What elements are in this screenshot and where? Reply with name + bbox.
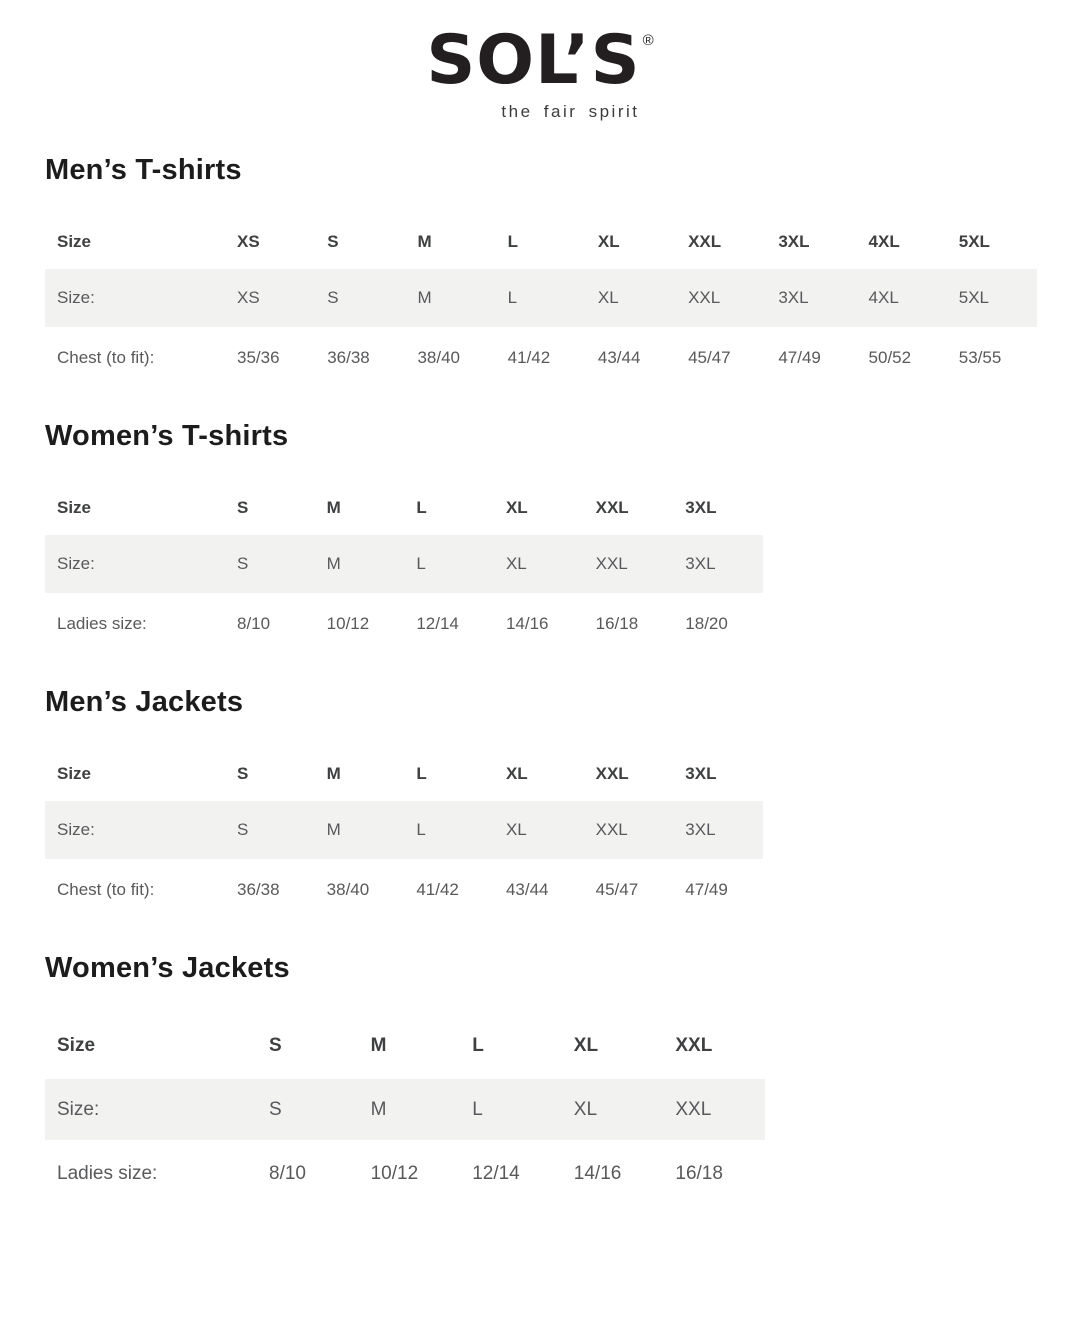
size-value: 5XL	[947, 269, 1037, 327]
size-value: 41/42	[507, 347, 551, 367]
size-value: 43/44	[597, 347, 641, 367]
size-value: 3XL	[673, 535, 763, 593]
size-value: 18/20	[685, 613, 728, 633]
size-value: 12/14	[416, 613, 459, 633]
size-guide-content	[0, 153, 1080, 1208]
column-header: XXL	[688, 232, 722, 252]
size-value: 36/38	[237, 879, 280, 899]
row-label: Chest (to fit):	[57, 879, 155, 899]
size-value: 38/40	[326, 879, 370, 899]
size-value: L	[404, 535, 494, 593]
column-header: XL	[505, 764, 528, 784]
table-row	[45, 801, 763, 859]
size-value: 14/16	[505, 613, 549, 633]
size-value: 50/52	[868, 347, 912, 367]
size-value: 45/47	[688, 347, 731, 367]
section-womens-tshirts	[0, 419, 1080, 654]
column-header: L	[472, 1035, 484, 1057]
size-value: XXL	[584, 801, 674, 859]
size-value: 43/44	[505, 879, 549, 899]
row-label: Size:	[45, 535, 225, 593]
size-value: 41/42	[416, 879, 459, 899]
column-header: S	[237, 764, 249, 784]
column-header: 4XL	[868, 232, 900, 252]
size-value: 10/12	[326, 613, 370, 633]
column-header: Size	[57, 232, 92, 252]
registered-trademark-icon: ®	[642, 32, 654, 49]
table-row	[45, 327, 1037, 388]
table-row	[45, 269, 1037, 327]
table-row	[45, 535, 763, 593]
column-header: XL	[597, 232, 620, 252]
row-label: Chest (to fit):	[57, 347, 155, 367]
column-header: Size	[57, 498, 92, 518]
column-header: 5XL	[958, 232, 990, 252]
column-header: XS	[237, 232, 260, 252]
size-value: M	[315, 535, 405, 593]
size-value: M	[359, 1079, 461, 1140]
size-value: 12/14	[472, 1163, 520, 1185]
table-row	[45, 1079, 765, 1140]
header-row	[45, 1013, 765, 1079]
brand-logo-text: SOL’S	[426, 21, 641, 100]
size-value: 16/18	[595, 613, 639, 633]
section-womens-jackets	[0, 951, 1080, 1208]
size-value: XL	[562, 1079, 664, 1140]
size-value: S	[225, 801, 315, 859]
size-value: 3XL	[673, 801, 763, 859]
size-value: 14/16	[573, 1163, 622, 1185]
size-value: XL	[494, 535, 584, 593]
column-header: L	[416, 498, 427, 518]
size-value: L	[404, 801, 494, 859]
column-header: XL	[505, 498, 528, 518]
size-value: XS	[225, 269, 315, 327]
column-header: XXL	[595, 498, 629, 518]
header-row	[45, 747, 763, 801]
column-header: XXL	[675, 1035, 713, 1057]
size-value: 47/49	[778, 347, 821, 367]
size-value: S	[225, 535, 315, 593]
brand-logo-line	[426, 21, 654, 100]
size-value: M	[315, 801, 405, 859]
section-mens-jackets	[0, 685, 1080, 920]
size-table-womens-tshirts	[45, 481, 763, 654]
section-title-womens-tshirts: Women’s T-shirts	[45, 420, 289, 453]
column-header: M	[326, 498, 341, 518]
size-value: XXL	[584, 535, 674, 593]
column-header: 3XL	[685, 498, 717, 518]
column-header: S	[269, 1035, 282, 1057]
column-header: L	[416, 764, 427, 784]
size-value: M	[405, 269, 495, 327]
size-table-mens-jackets	[45, 747, 763, 920]
row-label: Size:	[45, 269, 225, 327]
table-row	[45, 593, 763, 654]
size-value: XXL	[663, 1079, 765, 1140]
brand-logo	[426, 21, 654, 122]
column-header: Size	[57, 1035, 96, 1057]
size-value: 47/49	[685, 879, 728, 899]
column-header: S	[237, 498, 249, 518]
size-value: 35/36	[237, 347, 280, 367]
size-value: S	[315, 269, 405, 327]
size-value: 36/38	[327, 347, 370, 367]
size-table-womens-jackets	[45, 1013, 765, 1208]
column-header: Size	[57, 764, 92, 784]
size-value: XXL	[676, 269, 766, 327]
size-value: 3XL	[766, 269, 856, 327]
size-value: 53/55	[958, 347, 1002, 367]
column-header: S	[327, 232, 339, 252]
size-value: 38/40	[417, 347, 460, 367]
section-mens-tshirts	[0, 153, 1080, 388]
column-header: M	[326, 764, 341, 784]
brand-tagline: the fair spirit	[501, 102, 640, 122]
section-title-mens-jackets: Men’s Jackets	[45, 686, 244, 719]
section-title-mens-tshirts: Men’s T-shirts	[45, 154, 242, 187]
size-table-mens-tshirts	[45, 215, 1037, 388]
row-label: Ladies size:	[57, 1163, 158, 1185]
column-header: XXL	[595, 764, 629, 784]
column-header: L	[507, 232, 519, 252]
column-header: M	[417, 232, 432, 252]
column-header: 3XL	[778, 232, 810, 252]
size-value: 10/12	[370, 1163, 419, 1185]
table-row	[45, 1140, 765, 1208]
header-row	[45, 215, 1037, 269]
size-value: 8/10	[237, 613, 271, 633]
section-title-womens-jackets: Women’s Jackets	[45, 952, 290, 985]
row-label: Size:	[45, 1079, 257, 1140]
column-header: XL	[573, 1035, 599, 1057]
row-label: Size:	[45, 801, 225, 859]
size-value: XL	[586, 269, 676, 327]
row-label: Ladies size:	[57, 613, 147, 633]
size-value: L	[460, 1079, 562, 1140]
size-value: XL	[494, 801, 584, 859]
size-value: L	[496, 269, 586, 327]
size-value: S	[257, 1079, 359, 1140]
size-value: 4XL	[857, 269, 947, 327]
table-row	[45, 859, 763, 920]
column-header: M	[370, 1035, 387, 1057]
header-row	[45, 481, 763, 535]
size-value: 8/10	[269, 1163, 306, 1185]
size-value: 16/18	[675, 1163, 723, 1185]
column-header: 3XL	[685, 764, 717, 784]
size-value: 45/47	[595, 879, 639, 899]
